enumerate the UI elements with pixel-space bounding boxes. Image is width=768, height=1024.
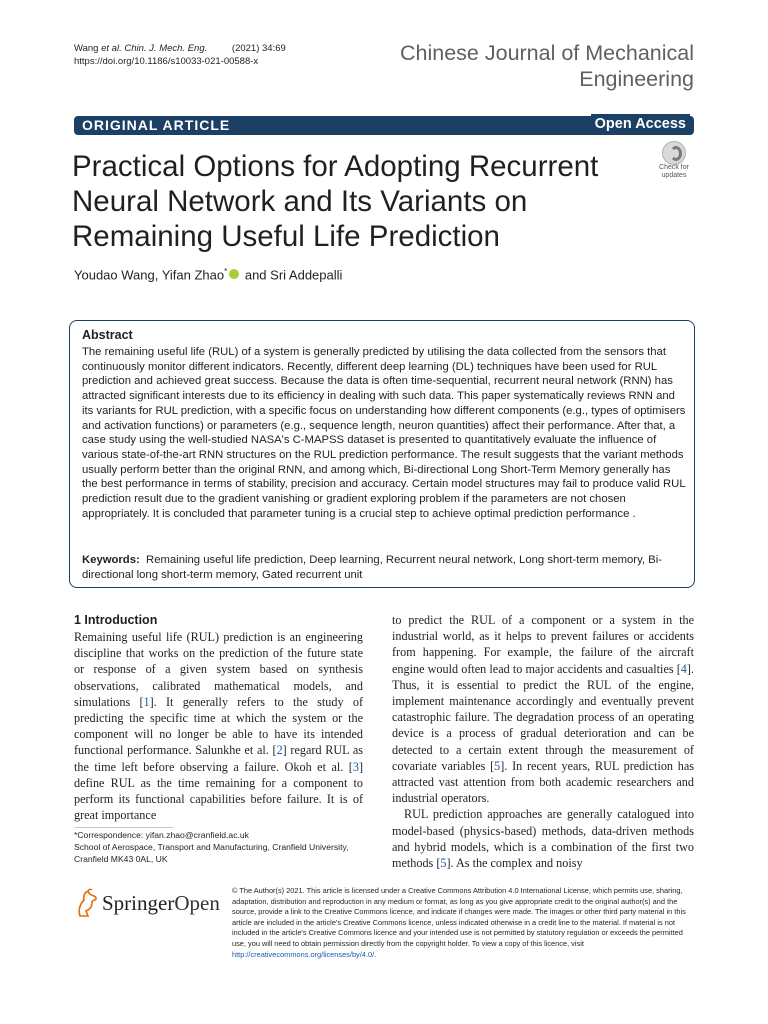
text-run: ]. In recent years, RUL prediction has attracted vast attention from both academic researchers and industrial operators. xyxy=(392,758,694,806)
authors-part1: Youdao Wang, Yifan Zhao xyxy=(74,267,225,283)
correspondence-footnote xyxy=(74,829,363,865)
text-run: RUL prediction approaches are generally catalogued into model-based (physics-based) methods, data-driven methods and hybrid models, which is a combination of the first two methods [ xyxy=(392,807,694,871)
check-updates-line1: Check for xyxy=(659,164,689,171)
text-run: ] regard RUL as the time left before observing a failure. Okoh et al. [ xyxy=(74,743,363,774)
article-title: Practical Options for Adopting Recurrent Neural Network and Its Variants on Remaining Useful Life Prediction xyxy=(72,150,599,253)
intro-paragraph-2 xyxy=(392,806,694,871)
body-column-right xyxy=(392,612,694,871)
article-type-label: ORIGINAL ARTICLE xyxy=(82,117,231,133)
journal-name-line1: Chinese Journal of Mechanical xyxy=(400,41,694,65)
text-run: ]. Thus, it is essential to predict the RUL of the engine, implement maintenance accordingly and eventually prevent catastrophic failure. The degradation process of an operating device is a process of gradual deterioration and can be detected to a certain extent through the measurement of covariate variables [ xyxy=(392,661,694,773)
keywords-list: Remaining useful life prediction, Deep learning, Recurrent neural network, Long short-term memory, Bi-directional long short-term memory, Gated recurrent unit xyxy=(82,554,662,581)
text-run: Remaining useful life (RUL) prediction is an engineering discipline that works on the prediction of the future state or response of a given system based on synthesis observations, calibrated mathematical models, and simulations [ xyxy=(74,630,363,709)
keywords-label: Keywords: xyxy=(82,554,140,566)
orcid-icon[interactable] xyxy=(229,269,239,279)
reference-link[interactable]: 1 xyxy=(143,694,150,709)
article-type-banner xyxy=(74,116,694,135)
open-access-label: Open Access xyxy=(591,114,690,134)
abstract-heading: Abstract xyxy=(82,328,133,342)
intro-paragraph-1-cont xyxy=(392,612,694,806)
publisher-name: Springer xyxy=(102,891,175,915)
keywords xyxy=(82,553,688,582)
publisher-suffix: Open xyxy=(174,891,220,915)
check-updates-line2: updates xyxy=(661,172,687,179)
citation-year-volume: (2021) 34:69 xyxy=(231,43,286,54)
section-heading-introduction: 1 Introduction xyxy=(74,613,158,627)
license-end: . xyxy=(374,949,377,959)
correspondence-email[interactable]: *Correspondence: yifan.zhao@cranfield.ac.uk xyxy=(74,830,249,840)
citation-authors: Wang xyxy=(74,43,99,54)
author-list xyxy=(74,263,342,284)
check-for-updates-badge[interactable] xyxy=(652,140,696,180)
footnote-rule xyxy=(74,827,174,828)
affiliation: School of Aerospace, Transport and Manufacturing, Cranfield University, Cranfield MK43 0AL, UK xyxy=(74,842,349,864)
citation-line xyxy=(74,42,286,55)
journal-name-line2: Engineering xyxy=(579,67,694,91)
springer-horse-icon xyxy=(74,888,100,918)
abstract-text: The remaining useful life (RUL) of a system is generally predicted by utilising the data collected from the sensors that continuously monitor different indicators. Recently, different deep learning (DL) techniques have been used for RUL prediction and achieved great success. Because the data is often time-sequential, recurrent neural network (RNN) has attracted significant interests due to its efficiency in dealing with such data. This paper systematically reviews RNN and its variants for RUL prediction, with a specific focus on understanding how different components (e.g., types of optimisers and activation functions) or parameters (e.g., sequence length, neuron quantities) affect their performance. After that, a case study using the well-studied NASA's C-MAPSS dataset is presented to quantitatively evaluate the influence of various state-of-the-art RNN structures on the RUL prediction performance. The result suggests that the variant methods usually perform better than the original RNN, and among which, Bi-directional Long Short-Term Memory generally has the best performance in terms of stability, precision and accuracy. Certain model structures may fail to produce valid RUL prediction result due to the gradient vanishing or gradient exploring problem if the parameters are not chosen appropriately. It is concluded that parameter tuning is a crucial step to achieve optimal prediction performance . xyxy=(82,346,686,520)
text-run: ]. As the complex and noisy xyxy=(446,856,583,871)
text-run: ]. It generally refers to the study of predicting the specific time at which the system or the component will no longer be able to have its intended functional performance. Salunkhe et al. [ xyxy=(74,694,364,758)
license-text xyxy=(232,886,694,960)
reference-link[interactable]: 4 xyxy=(680,661,687,676)
springer-wordmark xyxy=(102,889,220,917)
citation-journal: Chin. J. Mech. Eng. xyxy=(124,43,208,54)
text-run: to predict the RUL of a component or a system in the industrial world, as it helps to prevent failures or accidents from happening. For example, the failure of the aircraft engine would often lead to major accidents and casualties [ xyxy=(392,613,694,676)
journal-name xyxy=(400,40,694,92)
text-run: ] define RUL as the time remaining for a component to perform its functional capabilities before failure. It is of great importance xyxy=(74,759,363,823)
citation-etal: et al. xyxy=(101,43,122,54)
reference-link[interactable]: 2 xyxy=(276,743,283,758)
license-link[interactable]: http://creativecommons.org/licenses/by/4.0/ xyxy=(232,949,375,959)
doi-link[interactable]: https://doi.org/10.1186/s10033-021-00588-x xyxy=(74,56,259,67)
reference-link[interactable]: 3 xyxy=(352,759,359,774)
check-updates-text xyxy=(652,164,696,180)
body-column-left xyxy=(74,629,363,823)
check-updates-icon xyxy=(662,141,686,165)
authors-part2: and Sri Addepalli xyxy=(241,267,343,283)
reference-link[interactable]: 5 xyxy=(440,856,447,871)
reference-link[interactable]: 5 xyxy=(494,758,501,773)
intro-paragraph-1 xyxy=(74,629,363,823)
corresponding-marker: * xyxy=(224,267,228,276)
license-body: © The Author(s) 2021. This article is licensed under a Creative Commons Attribution 4.0 International License, which permits use, sharing, adaptation, distribution and reproduction in any medium or format, as long as you give appropriate credit to the original author(s) and the source, provide a link to the Creative Commons licence, and indicate if changes were made. The images or other third party material in this article are included in the article's Creative Commons licence, unless indicated otherwise in a credit line to the material. If material is not included in the article's Creative Commons licence and your intended use is not permitted by statutory regulation or exceeds the permitted use, you will need to obtain permission directly from the copyright holder. To view a copy of this licence, visit xyxy=(232,886,686,948)
